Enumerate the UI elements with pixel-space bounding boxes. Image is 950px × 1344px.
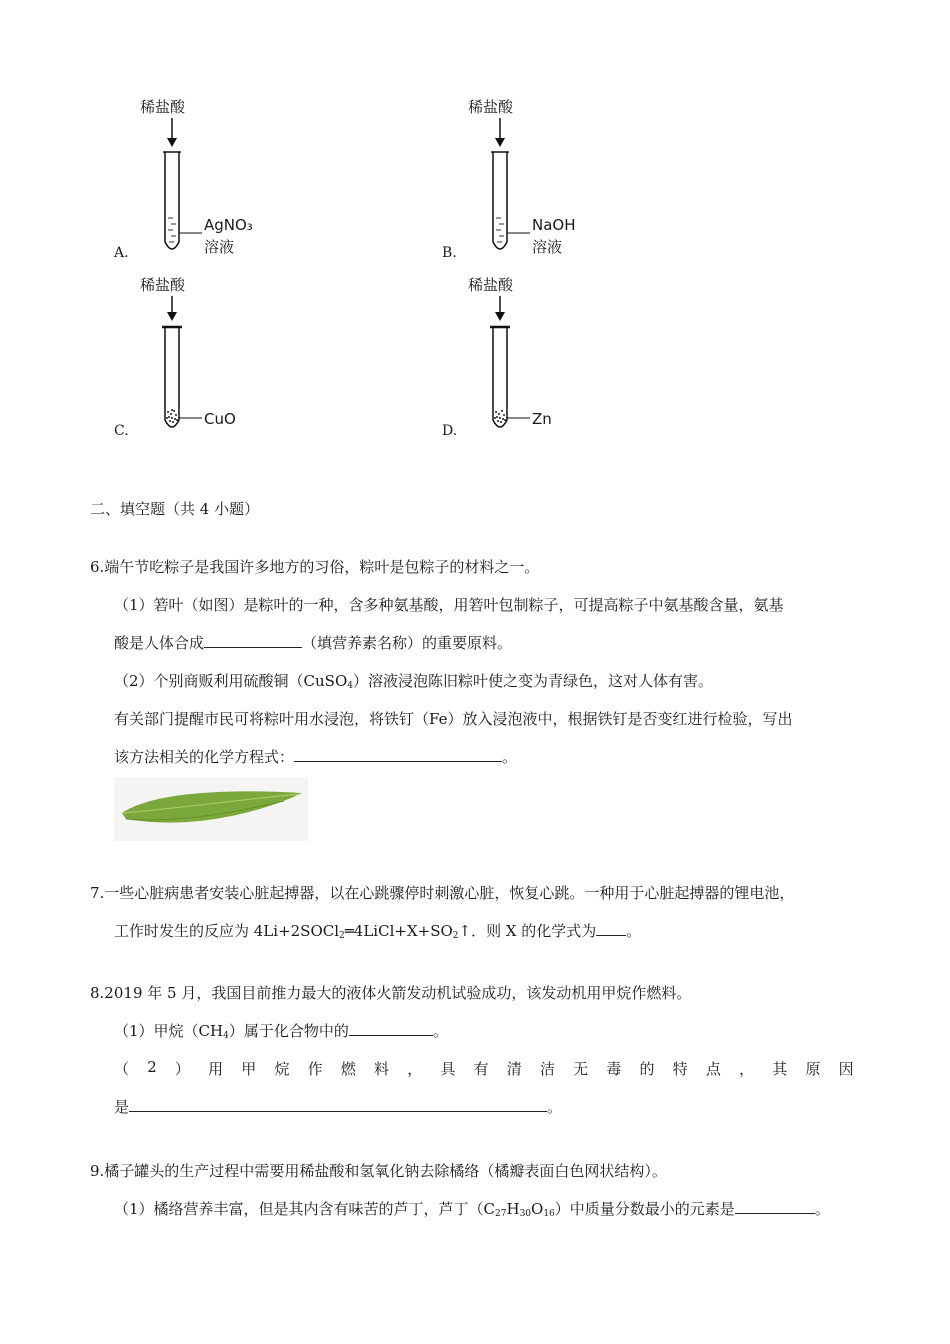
q6-part2-line3 (114, 746, 517, 767)
q8-part2-text-a: 是 (114, 1098, 130, 1116)
q9-part1-text-d: ）中质量分数最小的元素是 (554, 1200, 735, 1218)
figure-a-acid-label: 稀盐酸 (140, 98, 186, 116)
q8-part2-char: 无 (573, 1060, 589, 1078)
figure-b-tube-drawing (438, 90, 618, 265)
bamboo-leaf-image (114, 777, 308, 841)
figure-c (110, 268, 290, 443)
q9-sub-c: 27 (495, 1209, 507, 1219)
q8-part2-char: 特 (672, 1060, 688, 1078)
q9-stem: 9.橘子罐头的生产过程中需要用稀盐酸和氢氧化钠去除橘络（橘瓣表面白色网状结构）。 (90, 1162, 667, 1180)
q8-part2-char: 原 (805, 1060, 821, 1078)
q8-part2-char: 其 (772, 1060, 788, 1078)
q7-text-b: ═4LiCl+X+SO (344, 922, 453, 940)
figure-a-reagent-formula: AgNO₃ (204, 216, 253, 234)
option-a-label: A. (114, 245, 129, 261)
q8-stem: 8.2019 年 5 月，我国目前推力最大的液体火箭发动机试验成功，该发动机用甲烷作燃料。 (90, 984, 692, 1002)
q8-part1 (114, 1020, 448, 1041)
q9-part1-text-e: 。 (814, 1200, 830, 1218)
figure-c-tube-drawing (110, 268, 290, 443)
figure-b-acid-label: 稀盐酸 (468, 98, 514, 116)
figure-a (110, 90, 290, 265)
q9-part1 (114, 1198, 830, 1219)
q6-part2-text-d: 。 (502, 748, 518, 766)
q8-part2-char: ） (174, 1060, 190, 1078)
q8-part2-char: 清 (506, 1060, 522, 1078)
q6-part2-text-a: （2）个别商贩利用硫酸铜（CuSO (114, 672, 348, 690)
q7-answer-blank[interactable] (596, 921, 626, 936)
figure-d-reagent-formula: Zn (532, 410, 552, 428)
option-b-label: B. (442, 245, 457, 261)
q8-answer-blank-1[interactable] (349, 1021, 433, 1036)
q9-part1-text-a: （1）橘络营养丰富，但是其内含有味苦的芦丁，芦丁（C (114, 1200, 496, 1218)
q6-part2-line2: 有关部门提醒市民可将粽叶用水浸泡，将铁钉（Fe）放入浸泡液中，根据铁钉是否变红进行检验，写出 (114, 710, 793, 728)
option-d-label: D. (442, 423, 458, 439)
q8-part1-text-b: ）属于化合物中的 (228, 1022, 349, 1040)
figure-d (438, 268, 618, 443)
q8-part2-text-b: 。 (547, 1098, 563, 1116)
q8-part2-char: 洁 (539, 1060, 555, 1078)
q8-part2-char: 有 (473, 1060, 489, 1078)
q7-sub-2: 2 (452, 931, 459, 941)
q7-text-a: 工作时发生的反应为 4Li+2SOCl (114, 922, 340, 940)
q8-part2-char: 烷 (274, 1060, 290, 1078)
q8-part2-char: 料 (374, 1060, 390, 1078)
q8-part2-char: （ (114, 1060, 130, 1078)
q6-part2-line1 (114, 670, 713, 691)
figure-d-tube-drawing (438, 268, 618, 443)
q6-part2-text-b: ）溶液浸泡陈旧粽叶使之变为青绿色，这对人体有害。 (353, 672, 714, 690)
q9-part1-text-b: H (506, 1200, 520, 1218)
q8-answer-blank-2[interactable] (129, 1097, 547, 1112)
q8-part2-char: 毒 (606, 1060, 622, 1078)
q7-line2 (114, 920, 641, 941)
q8-part2-char: ， (407, 1060, 423, 1078)
q6-part2-text-c: 该方法相关的化学方程式： (114, 748, 295, 766)
q6-part2-subscript: 4 (347, 681, 353, 691)
figure-c-reagent-formula: CuO (204, 410, 236, 428)
q8-part2-char: 点 (705, 1060, 721, 1078)
q8-part1-text-c: 。 (432, 1022, 448, 1040)
q8-part1-text-a: （1）甲烷（CH (114, 1022, 224, 1040)
figure-b-reagent-formula: NaOH (532, 216, 576, 234)
q9-sub-o: 16 (543, 1209, 555, 1219)
figure-a-reagent-solution: 溶液 (204, 238, 235, 256)
figure-b (438, 90, 618, 265)
q8-part2-char: 的 (639, 1060, 655, 1078)
q8-part2-char: 具 (440, 1060, 456, 1078)
figure-a-tube-drawing (110, 90, 290, 265)
q8-part2-line1 (114, 1058, 854, 1079)
q8-part2-char: 2 (147, 1058, 157, 1076)
q9-part1-text-c: O (531, 1200, 544, 1218)
q8-part2-char: ， (739, 1060, 755, 1078)
q8-part2-char: 燃 (340, 1060, 356, 1078)
q8-part2-line2 (114, 1096, 562, 1117)
q9-sub-h: 30 (519, 1209, 532, 1219)
q6-part1-line2 (114, 632, 512, 653)
q9-answer-blank[interactable] (735, 1199, 815, 1214)
q8-part1-subscript: 4 (223, 1031, 229, 1041)
q6-part1-line1: （1）箬叶（如图）是粽叶的一种，含多种氨基酸，用箬叶包制粽子，可提高粽子中氨基酸含量，氨基 (114, 596, 784, 614)
q8-part2-char: 甲 (241, 1060, 257, 1078)
q6-answer-blank-1[interactable] (204, 633, 302, 648)
q8-part2-char: 用 (208, 1060, 224, 1078)
q6-stem: 6.端午节吃粽子是我国许多地方的习俗，粽叶是包粽子的材料之一。 (90, 558, 540, 576)
q7-sub-1: 2 (339, 931, 345, 941)
q7-line1: 7.一些心脏病患者安装心脏起搏器，以在心跳骤停时刺激心脏，恢复心跳。一种用于心脏起搏器的锂电池， (90, 884, 795, 902)
section-title: 二、填空题（共 4 小题） (90, 500, 260, 518)
figure-c-acid-label: 稀盐酸 (140, 276, 186, 294)
q6-part1-text-a: 酸是人体合成 (114, 634, 205, 652)
option-c-label: C. (114, 423, 129, 439)
figure-d-acid-label: 稀盐酸 (468, 276, 514, 294)
q7-text-d: 。 (626, 922, 642, 940)
figure-b-reagent-solution: 溶液 (532, 238, 563, 256)
q6-part1-text-b: （填营养素名称）的重要原料。 (302, 634, 513, 652)
q8-part2-char: 作 (307, 1060, 323, 1078)
q7-text-c: ↑．则 X 的化学式为 (458, 922, 597, 940)
q8-part2-char: 因 (838, 1060, 854, 1078)
q6-answer-blank-2[interactable] (294, 747, 502, 762)
